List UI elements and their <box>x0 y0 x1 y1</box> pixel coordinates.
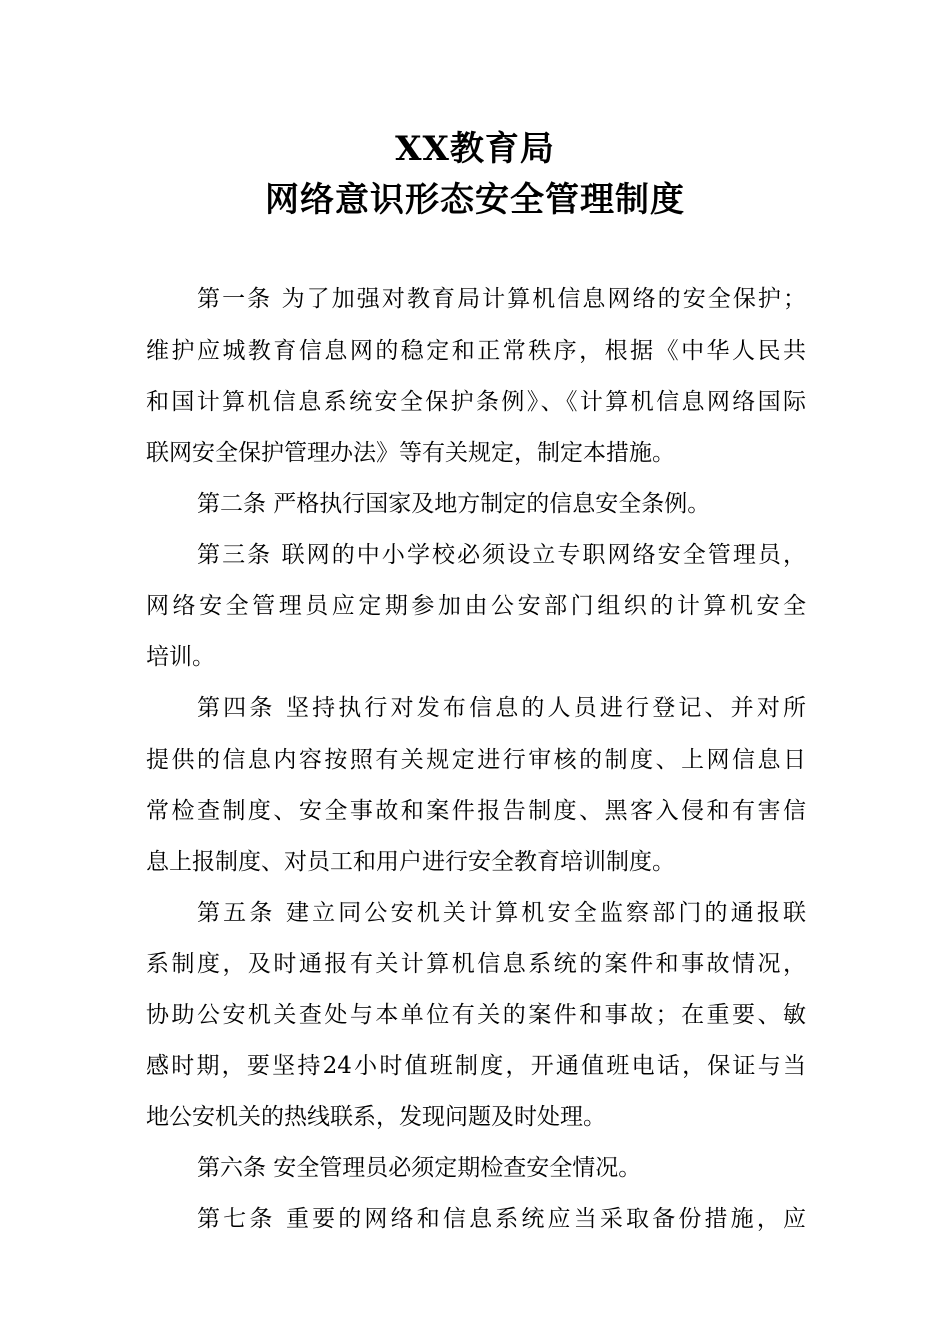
article-5-line-5: 地公安机关的热线联系，发现问题及时处理。 <box>146 1104 606 1130</box>
article-3-line-2: 网络安全管理员应定期参加由公安部门组织的计算机安全 <box>146 593 806 619</box>
article-1-line-3: 和国计算机信息系统安全保护条例》、《计算机信息网络国际 <box>146 389 806 415</box>
article-5-line-3: 协助公安机关查处与本单位有关的案件和事故；在重要、敏 <box>146 1002 806 1028</box>
document-title-line-1: XX教育局 <box>395 129 555 169</box>
article-1-line-2: 维护应城教育信息网的稳定和正常秩序，根据《中华人民共 <box>146 338 806 364</box>
article-5-line-4: 感时期，要坚持24小时值班制度，开通值班电话，保证与当 <box>146 1053 806 1079</box>
article-1-line-1: 第一条 为了加强对教育局计算机信息网络的安全保护； <box>197 286 806 312</box>
article-3-line-3: 培训。 <box>146 644 215 670</box>
article-4-line-3: 常检查制度、安全事故和案件报告制度、黑客入侵和有害信 <box>146 798 806 824</box>
article-3-line-1: 第三条 联网的中小学校必须设立专职网络安全管理员， <box>197 542 806 568</box>
article-5-line-2: 系制度，及时通报有关计算机信息系统的案件和事故情况， <box>146 951 806 977</box>
article-4-line-1: 第四条 坚持执行对发布信息的人员进行登记、并对所 <box>197 695 806 721</box>
article-6-line-1: 第六条 安全管理员必须定期检查安全情况。 <box>197 1155 642 1181</box>
article-5-line-1: 第五条 建立同公安机关计算机安全监察部门的通报联 <box>197 900 806 926</box>
article-7-line-1: 第七条 重要的网络和信息系统应当采取备份措施，应 <box>197 1206 806 1232</box>
article-4-line-4: 息上报制度、对员工和用户进行安全教育培训制度。 <box>146 849 675 875</box>
article-4-line-2: 提供的信息内容按照有关规定进行审核的制度、上网信息日 <box>146 747 806 773</box>
document-title-line-2: 网络意识形态安全管理制度 <box>265 180 685 220</box>
article-2-line-1: 第二条 严格执行国家及地方制定的信息安全条例。 <box>197 491 711 517</box>
article-1-line-4: 联网安全保护管理办法》等有关规定，制定本措施。 <box>146 440 675 466</box>
